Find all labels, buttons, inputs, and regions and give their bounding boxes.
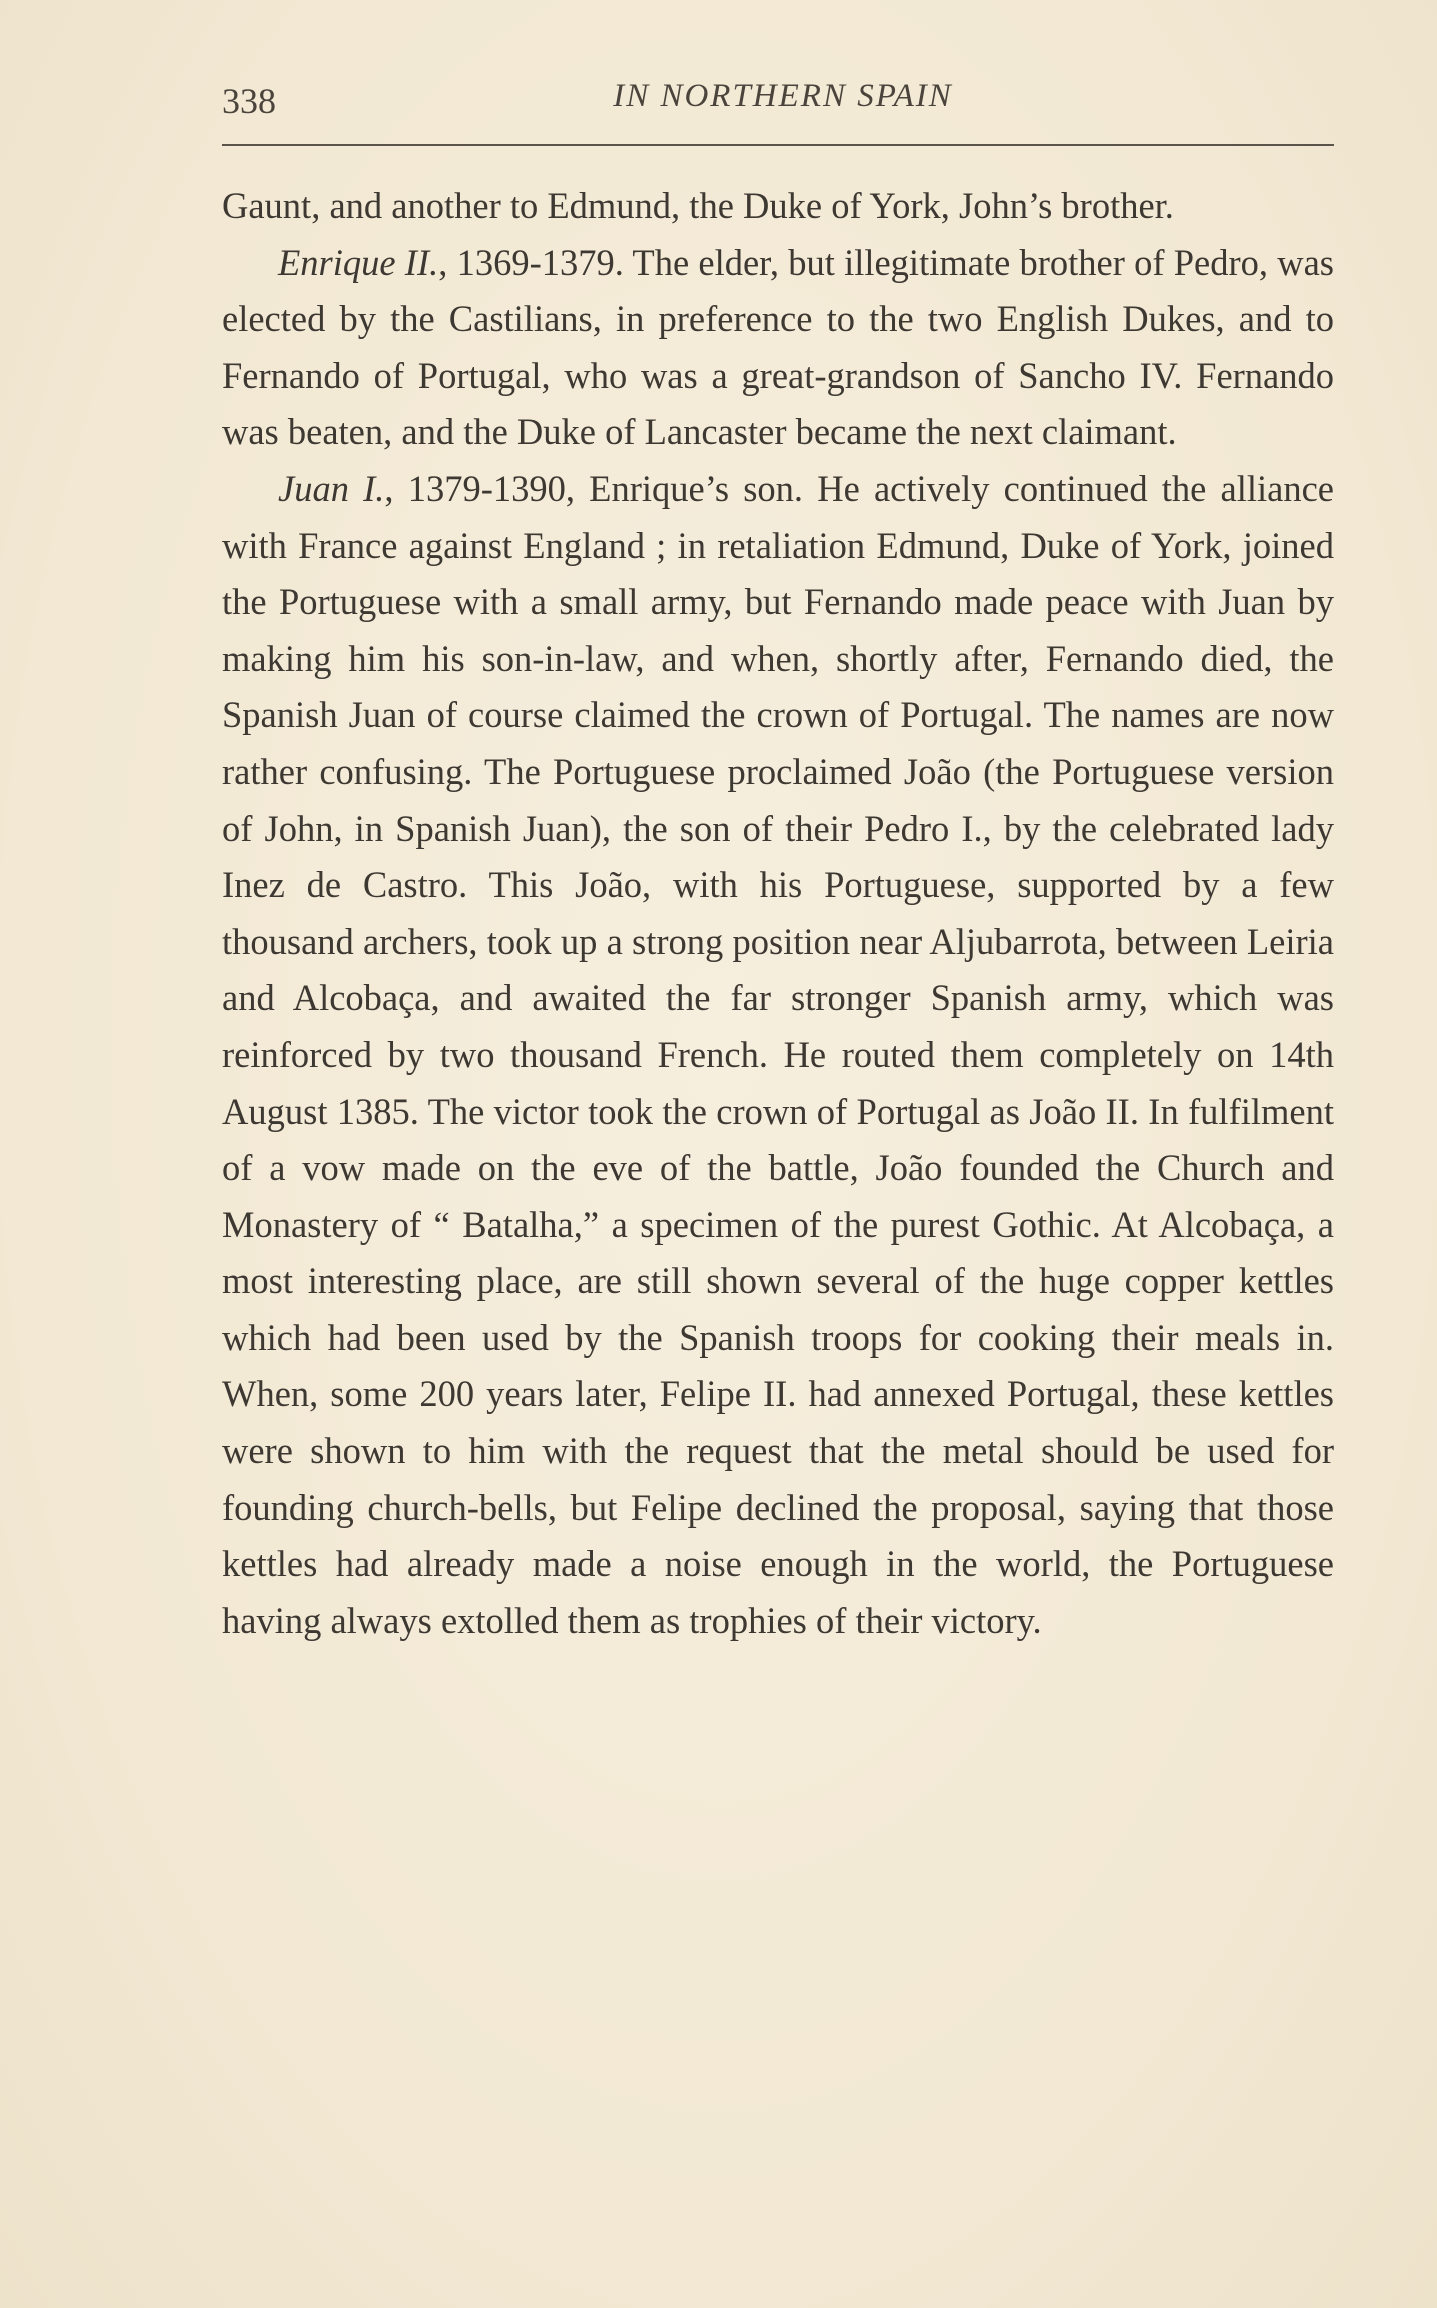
paragraph-lead-name: Enrique II. [278,241,439,283]
paragraph-text: Gaunt, and another to Edmund, the Duke of York, John’s brother. [222,185,1174,226]
page-header [222,74,1334,130]
paragraph-text: , 1369-1379. The elder, but illegitimate brother of Pedro, was elected by the Castilians, in preference to the two English Dukes, and to Fernando of Portugal, who was a great-grandson of Sancho IV. Fernando was beaten, and the Duke of Lancaster became the next claimant. [222,241,1334,453]
body-text [222,178,1334,1649]
header-rule [222,144,1334,146]
paragraph-continuation [222,178,1334,235]
running-head: IN NORTHERN SPAIN [613,78,953,114]
paragraph-text: , 1379-1390, Enrique’s son. He actively continued the alliance with France against England ; in retaliation Edmund, Duke of York, joined the Portuguese with a small army, but Fernando made peace with Juan by making him his son-in-law, and when, shortly after, Fernando died, the Spanish Juan of course claimed the crown of Portugal. The names are now rather confusing. The Portuguese proclaimed João (the Portuguese version of John, in Spanish Juan), the son of their Pedro I., by the celebrated lady Inez de Castro. This João, with his Portuguese, supported by a few thousand archers, took up a strong position near Aljubarrota, between Leiria and Alcobaça, and awaited the far stronger Spanish army, which was reinforced by two thousand French. He routed them completely on 14th August 1385. The victor took the crown of Portugal as João II. In fulfilment of a vow made on the eve of the battle, João founded the Church and Monastery of “ Batalha,” a specimen of the purest Gothic. At Alcobaça, a most interesting place, are still shown several of the huge copper kettles which had been used by the Spanish troops for cooking their meals in. When, some 200 years later, Felipe II. had annexed Portugal, these kettles were shown to him with the request that the metal should be used for founding church-bells, but Felipe declined the proposal, saying that those kettles had already made a noise enough in the world, the Portuguese having always extolled them as trophies of their victory. [222,467,1334,1641]
paragraph-lead-name: Juan I. [278,467,385,509]
paragraph-juan [222,461,1334,1649]
paragraph-enrique [222,235,1334,461]
page-number: 338 [222,81,276,121]
